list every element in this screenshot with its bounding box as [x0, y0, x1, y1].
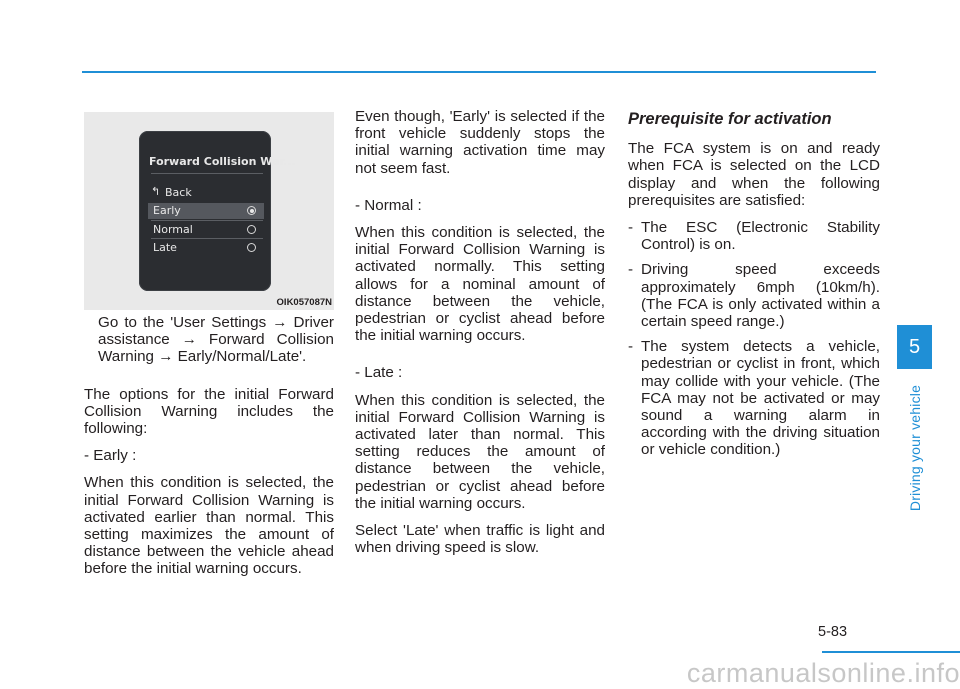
- lcd-option-normal: Normal: [153, 223, 193, 236]
- radio-selected-icon: [247, 206, 256, 215]
- normal-description: When this condition is selected, the initial Forward Collision Warning is activated normally. This setting allows for a nominal amount of distance between the vehicle, pedestrian or cyclist ahead before the initial warning occurs.: [355, 224, 605, 345]
- lcd-divider: [151, 220, 263, 221]
- radio-unselected-icon: [247, 243, 256, 252]
- list-item: - Driving speed exceeds approximately 6mph (10km/h). (The FCA is only activated within a certain speed range.): [628, 261, 880, 331]
- page-number: 5-83: [818, 624, 848, 640]
- top-rule: [82, 71, 876, 73]
- late-label: - Late :: [355, 364, 403, 382]
- normal-label: - Normal :: [355, 196, 422, 214]
- radio-unselected-icon: [247, 225, 256, 234]
- lcd-option-late: Late: [153, 241, 177, 254]
- lcd-divider: [151, 173, 263, 174]
- list-item: - The system detects a vehicle, pedestrian or cyclist in front, which may collide with your vehicle. (The FCA may not be activated or may sound a warning alarm in according with the driving situation or vehicle condition.): [628, 338, 880, 459]
- early-note: Even though, 'Early' is selected if the front vehicle suddenly stops the initial warning activation time may not seem fast.: [355, 108, 605, 177]
- lcd-screen: [139, 131, 296, 291]
- prerequisite-intro: The FCA system is on and ready when FCA is selected on the LCD display and when the following prerequisites are satisfied:: [628, 140, 880, 209]
- section-heading: Prerequisite for activation: [628, 110, 832, 128]
- options-intro: The options for the initial Forward Collision Warning includes the following:: [84, 385, 334, 438]
- chapter-label: Driving your vehicle: [907, 384, 923, 512]
- early-label: - Early :: [84, 447, 137, 465]
- lcd-figure: [84, 112, 334, 310]
- page-rule: [822, 651, 960, 653]
- lcd-screen-title: Forward Collision War...: [149, 155, 296, 168]
- instruction-text: Go to the 'User Settings → Driver assistance → Forward Collision Warning → Early/Normal/Late'.: [98, 314, 334, 366]
- watermark: carmanualsonline.info: [686, 658, 960, 688]
- lcd-divider: [151, 238, 263, 239]
- lcd-option-early: Early: [153, 204, 181, 217]
- back-arrow-icon: ↰: [151, 186, 161, 198]
- lcd-back-label: Back: [165, 186, 192, 199]
- figure-code: OIK057087N: [276, 297, 332, 308]
- late-description: When this condition is selected, the initial Forward Collision Warning is activated later than normal. This setting reduces the amount of distance between the vehicle, pedestrian or cyclist ahead before the initial warning occurs.: [355, 391, 605, 512]
- list-item: - The ESC (Electronic Stability Control) is on.: [628, 219, 880, 254]
- chapter-tab: 5: [897, 325, 932, 369]
- column-3: [628, 108, 880, 467]
- late-tip: Select 'Late' when traffic is light and when driving speed is slow.: [355, 522, 605, 557]
- column-2: [355, 108, 605, 566]
- column-1: [84, 314, 334, 588]
- early-description: When this condition is selected, the initial Forward Collision Warning is activated earlier than normal. This setting maximizes the amount of distance between the vehicle ahead before the initial warning occurs.: [84, 474, 334, 578]
